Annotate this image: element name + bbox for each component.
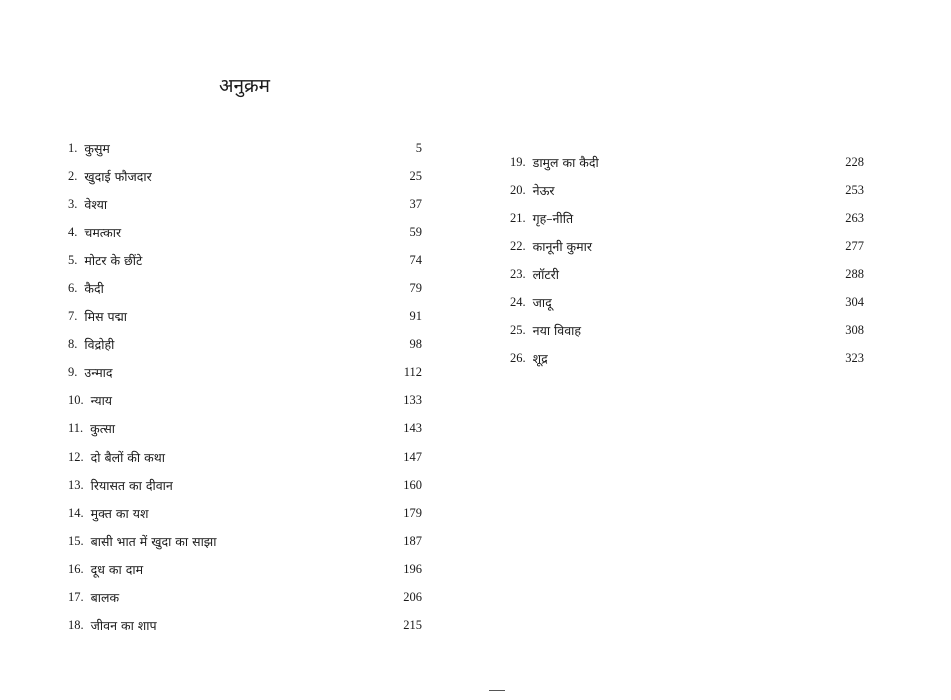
toc-entry-title: डामुल का कैदी xyxy=(532,154,599,170)
toc-entry xyxy=(68,555,422,583)
page-bottom-mark xyxy=(489,690,505,691)
toc-entry-title: कैदी xyxy=(84,281,104,297)
toc-entry-title: जादू xyxy=(532,295,552,311)
toc-entry xyxy=(68,387,422,415)
toc-entry-title: मोटर के छींटे xyxy=(84,252,143,268)
toc-entry-number: 24. xyxy=(510,295,526,310)
toc-entry-title: खुदाई फौजदार xyxy=(84,168,152,184)
toc-entry-title: बासी भात में खुदा का साझा xyxy=(90,533,217,549)
toc-entry-page-number: 143 xyxy=(403,421,422,436)
toc-entry xyxy=(510,204,864,232)
toc-entry-title: बालक xyxy=(90,590,120,606)
toc-entry-number: 17. xyxy=(68,590,84,605)
toc-entry-page-number: 25 xyxy=(409,168,422,183)
toc-entry-page-number: 215 xyxy=(403,618,422,633)
toc-entry-page-number: 263 xyxy=(845,210,864,225)
toc-entry-page-number: 98 xyxy=(409,337,422,352)
toc-entry xyxy=(510,176,864,204)
toc-entry-page-number: 206 xyxy=(403,590,422,605)
toc-entry-number: 6. xyxy=(68,281,78,296)
toc-entry-title: दूध का दाम xyxy=(90,561,144,577)
toc-entry xyxy=(510,260,864,288)
toc-entry-number: 7. xyxy=(68,309,78,324)
toc-entry-page-number: 288 xyxy=(845,266,864,281)
toc-entry-number: 5. xyxy=(68,252,78,267)
toc-entry-title: न्याय xyxy=(90,393,113,409)
toc-entry-page-number: 253 xyxy=(845,182,864,197)
toc-entry-title: कानूनी कुमार xyxy=(532,238,592,254)
toc-entry-page-number: 74 xyxy=(409,252,422,267)
toc-entry xyxy=(68,274,422,302)
toc-entry-number: 8. xyxy=(68,337,78,352)
toc-entry xyxy=(510,148,864,176)
toc-entry xyxy=(510,288,864,316)
toc-entry-title: दो बैलों की कथा xyxy=(90,449,165,465)
page-title: अनुक्रम xyxy=(219,75,271,97)
toc-entry-page-number: 160 xyxy=(403,477,422,492)
toc-column-right xyxy=(510,148,864,373)
toc-entry-title: नया विवाह xyxy=(532,323,582,339)
toc-entry-title: गृह–नीति xyxy=(532,210,574,226)
toc-entry xyxy=(68,527,422,555)
toc-entry-number: 13. xyxy=(68,477,84,492)
toc-entry-page-number: 91 xyxy=(409,309,422,324)
toc-entry xyxy=(510,232,864,260)
toc-entry-title: उन्माद xyxy=(84,365,113,381)
toc-entry-number: 11. xyxy=(68,421,84,436)
toc-entry-number: 20. xyxy=(510,182,526,197)
toc-entry xyxy=(68,359,422,387)
toc-entry xyxy=(68,246,422,274)
toc-entry-title: मिस पद्मा xyxy=(84,309,128,325)
toc-entry-page-number: 59 xyxy=(409,224,422,239)
toc-entry-title: लॉटरी xyxy=(532,266,559,282)
toc-entry-number: 19. xyxy=(510,154,526,169)
toc-entry xyxy=(510,345,864,373)
toc-entry xyxy=(68,303,422,331)
toc-entry-page-number: 79 xyxy=(409,281,422,296)
toc-entry-page-number: 304 xyxy=(845,295,864,310)
toc-entry-number: 1. xyxy=(68,140,78,155)
toc-entry-page-number: 37 xyxy=(409,196,422,211)
toc-entry-number: 16. xyxy=(68,561,84,576)
toc-entry-title: रियासत का दीवान xyxy=(90,477,173,493)
toc-entry-page-number: 133 xyxy=(403,393,422,408)
toc-entry-number: 2. xyxy=(68,168,78,183)
toc-entry-title: चमत्कार xyxy=(84,224,122,240)
toc-entry-title: वेश्या xyxy=(84,196,108,212)
toc-column-left xyxy=(68,134,422,640)
toc-entry-number: 3. xyxy=(68,196,78,211)
toc-entry xyxy=(68,162,422,190)
toc-entry-number: 25. xyxy=(510,323,526,338)
toc-entry-page-number: 308 xyxy=(845,323,864,338)
toc-entry-number: 21. xyxy=(510,210,526,225)
toc-entry xyxy=(68,612,422,640)
toc-entry-page-number: 196 xyxy=(403,561,422,576)
toc-entry-number: 22. xyxy=(510,238,526,253)
toc-entry-title: नेऊर xyxy=(532,182,555,198)
toc-entry-number: 18. xyxy=(68,618,84,633)
toc-entry xyxy=(68,499,422,527)
toc-entry xyxy=(68,415,422,443)
toc-entry-title: विद्रोही xyxy=(84,337,115,353)
toc-entry-number: 10. xyxy=(68,393,84,408)
toc-entry-page-number: 277 xyxy=(845,238,864,253)
toc-entry xyxy=(68,584,422,612)
toc-entry-page-number: 5 xyxy=(415,140,422,155)
toc-entry xyxy=(68,190,422,218)
toc-entry-number: 12. xyxy=(68,449,84,464)
toc-entry xyxy=(510,317,864,345)
toc-entry xyxy=(68,443,422,471)
toc-entry xyxy=(68,331,422,359)
toc-entry-page-number: 112 xyxy=(403,365,422,380)
toc-entry xyxy=(68,471,422,499)
toc-entry-number: 4. xyxy=(68,224,78,239)
toc-entry xyxy=(68,134,422,162)
toc-entry-number: 9. xyxy=(68,365,78,380)
toc-entry-page-number: 147 xyxy=(403,449,422,464)
toc-entry-page-number: 323 xyxy=(845,351,864,366)
toc-entry-page-number: 228 xyxy=(845,154,864,169)
toc-entry-title: कुत्सा xyxy=(90,421,116,437)
toc-entry-number: 23. xyxy=(510,266,526,281)
toc-entry-page-number: 187 xyxy=(403,533,422,548)
toc-entry-title: जीवन का शाप xyxy=(90,618,157,634)
toc-entry-title: मुक्त का यश xyxy=(90,505,149,521)
toc-entry-number: 26. xyxy=(510,351,526,366)
toc-entry-title: शूद्र xyxy=(532,351,548,367)
toc-entry-number: 15. xyxy=(68,533,84,548)
toc-entry xyxy=(68,218,422,246)
toc-entry-page-number: 179 xyxy=(403,505,422,520)
toc-entry-number: 14. xyxy=(68,505,84,520)
toc-entry-title: कुसुम xyxy=(84,140,110,156)
